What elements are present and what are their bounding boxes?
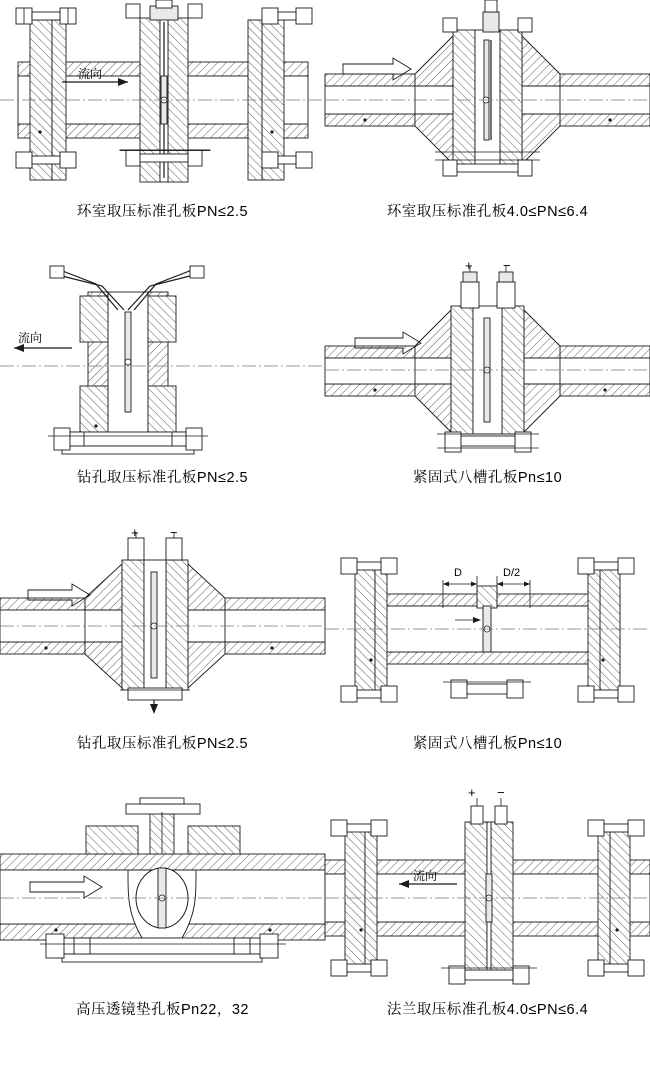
dim-D2: D/2	[503, 567, 521, 579]
figure-1-caption: 环室取压标准孔板PN≤2.5	[76, 204, 249, 220]
figure-4-drawing	[325, 258, 650, 466]
figure-cell-8	[325, 785, 650, 1064]
figure-cell-1	[0, 0, 325, 266]
figure-1-drawing	[0, 0, 325, 200]
svg-text:流向: 流向	[413, 869, 438, 883]
svg-text:流向: 流向	[78, 67, 103, 81]
svg-text:+: +	[465, 258, 473, 273]
figure-5-caption: 钻孔取压标准孔板PN≤2.5	[76, 736, 249, 752]
figure-4-caption: 紧固式八槽孔板Pn≤10	[412, 470, 563, 486]
svg-text:−: −	[170, 525, 178, 540]
figure-2-caption: 环室取压标准孔板4.0≤PN≤6.4	[386, 204, 589, 220]
figure-8-caption: 法兰取压标准孔板4.0≤PN≤6.4	[386, 1002, 589, 1018]
figure-cell-2	[325, 0, 650, 266]
figure-7-caption: 高压透镜垫孔板Pn22，32	[76, 1002, 249, 1018]
figure-5-drawing	[0, 525, 325, 732]
svg-text:−: −	[497, 785, 505, 800]
dim-D: D	[454, 567, 462, 579]
figure-cell-6	[325, 532, 650, 798]
figure-6-caption: 紧固式八槽孔板Pn≤10	[412, 736, 563, 752]
figure-cell-7	[0, 798, 325, 1064]
svg-text:+: +	[131, 525, 139, 540]
svg-text:流向: 流向	[18, 331, 43, 345]
figure-8-drawing	[325, 785, 650, 998]
figure-7-drawing	[0, 798, 325, 998]
figure-2-drawing	[325, 0, 650, 200]
figure-cell-5	[0, 525, 325, 798]
figure-6-drawing	[325, 532, 650, 732]
figure-cell-4	[325, 258, 650, 532]
figure-3-caption: 钻孔取压标准孔板PN≤2.5	[76, 470, 249, 486]
svg-text:+: +	[468, 785, 476, 800]
figure-3-drawing	[0, 266, 325, 466]
svg-text:−: −	[503, 258, 511, 273]
figure-cell-3	[0, 266, 325, 532]
